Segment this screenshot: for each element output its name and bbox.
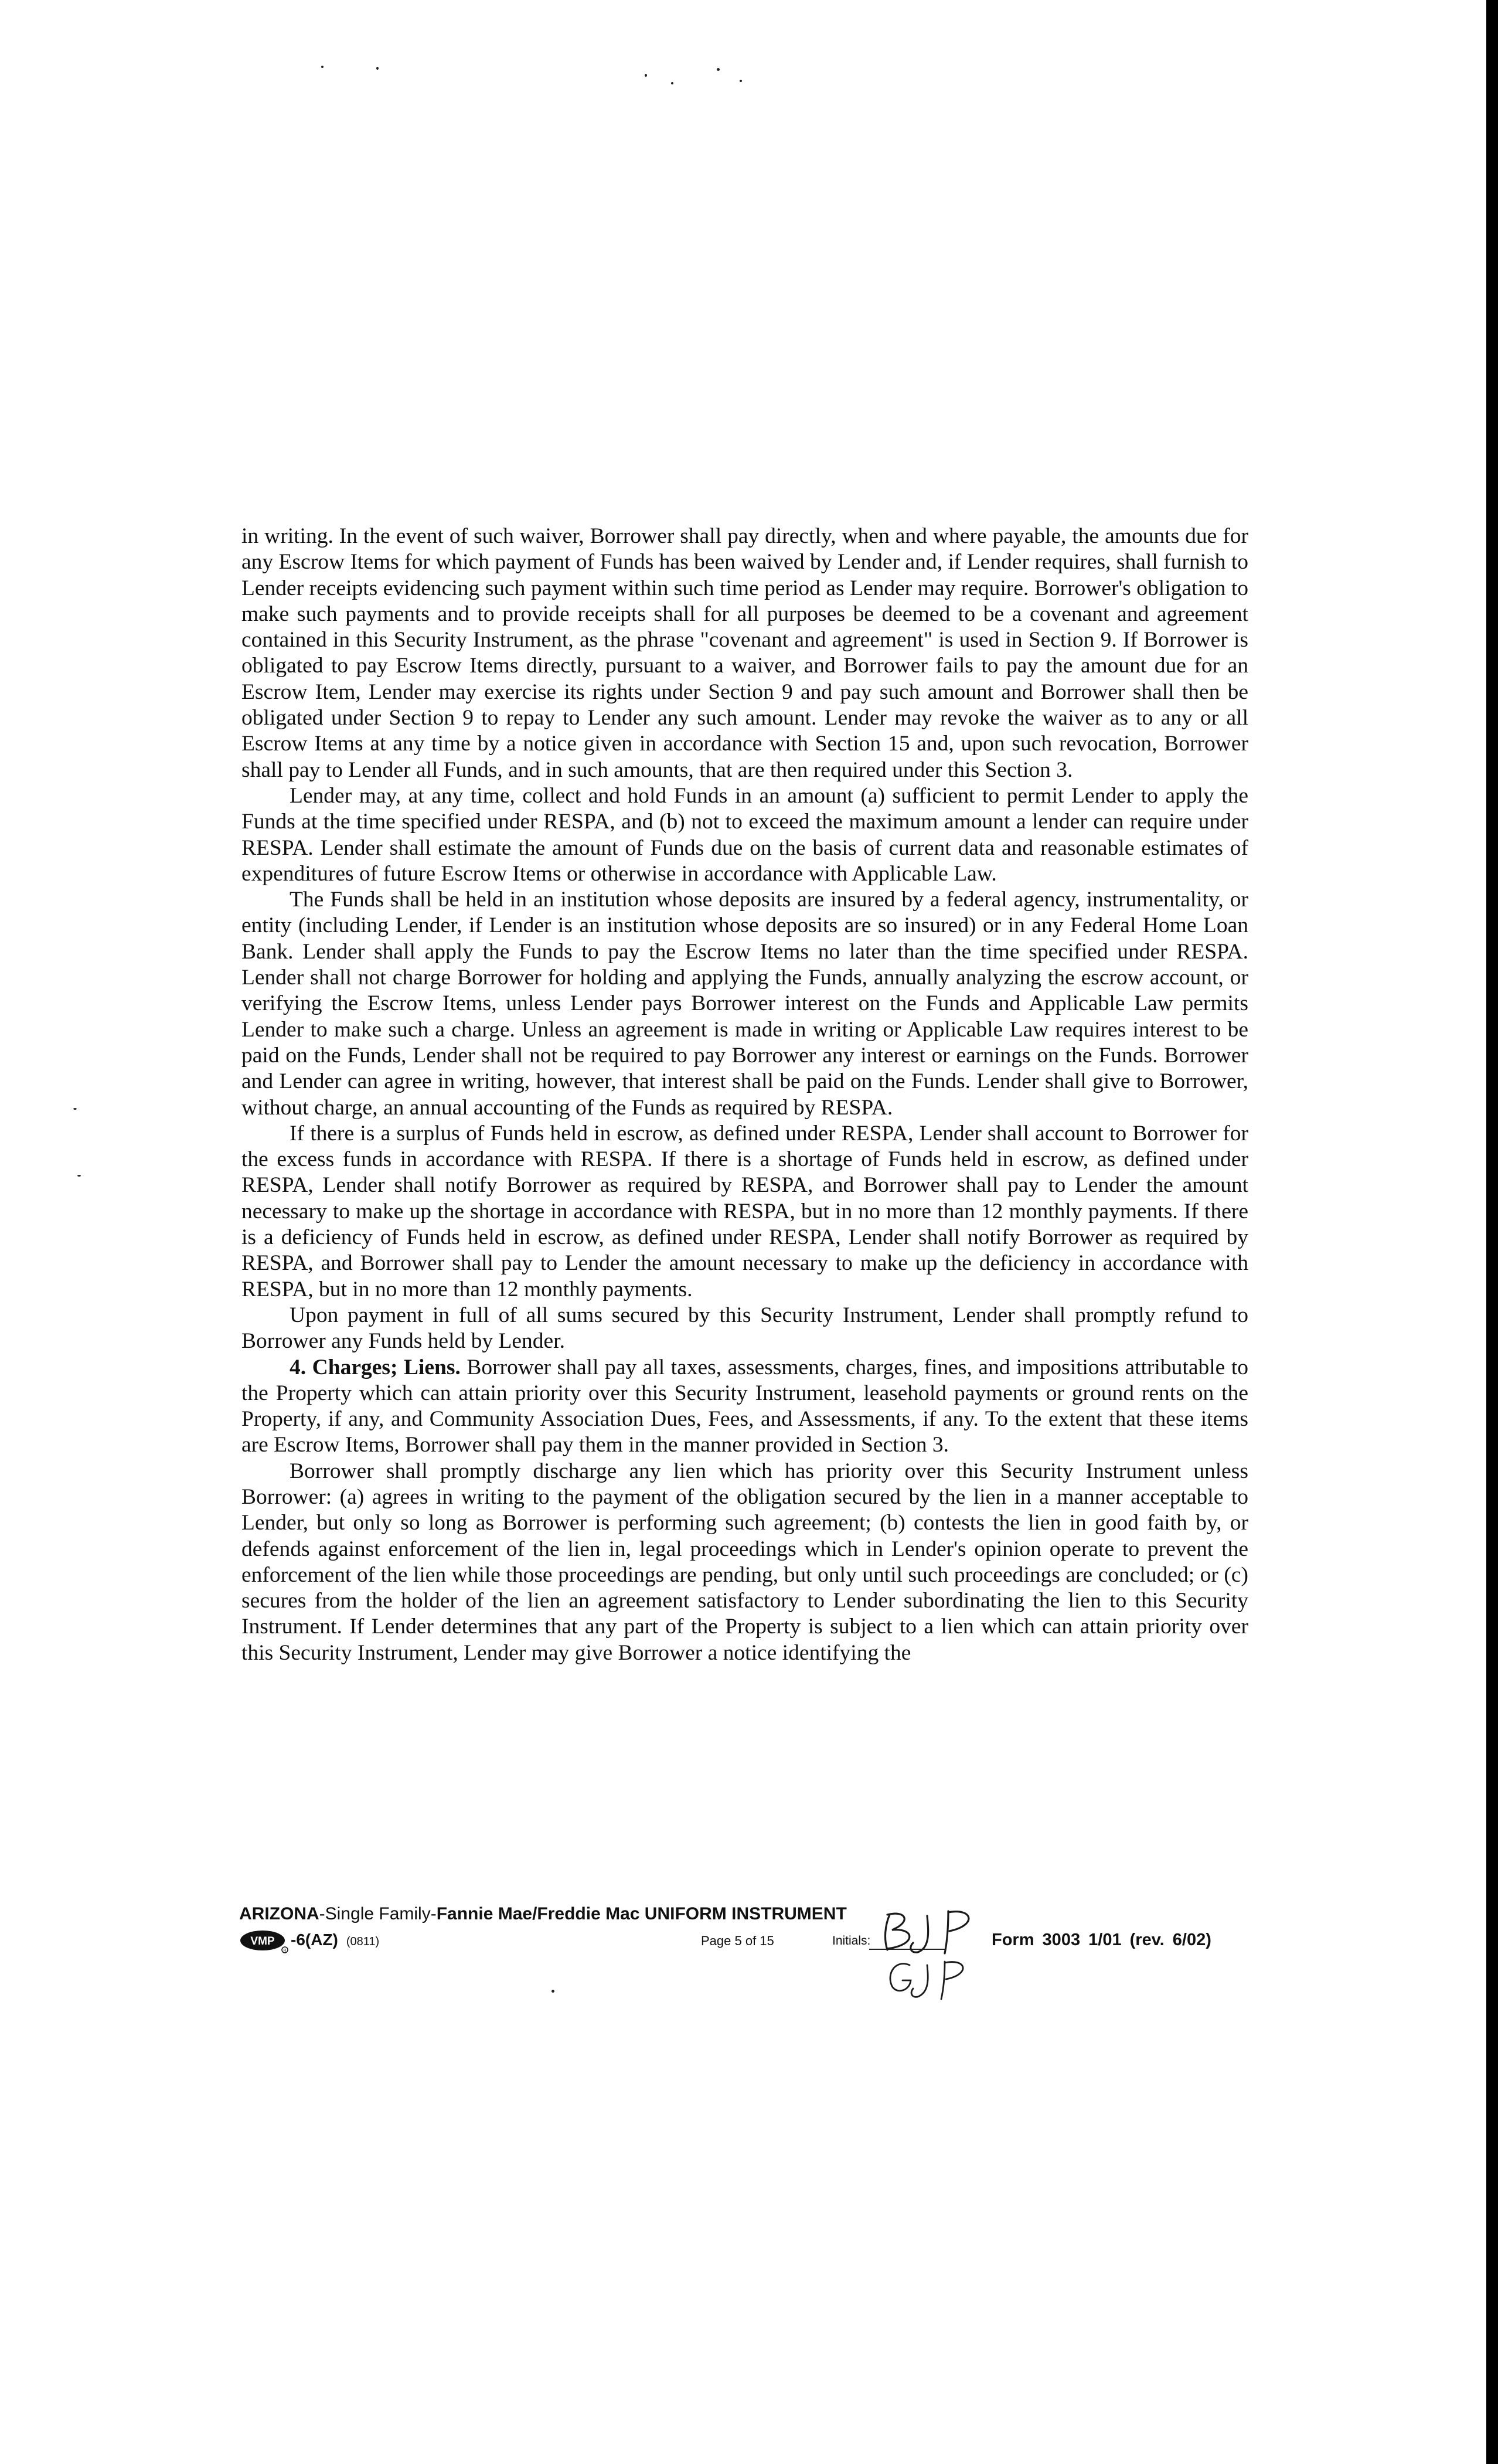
paragraph-lender-collect-funds: Lender may, at any time, collect and hold Funds in an amount (a) sufficient to permit Lender to apply the Funds at the time specified under RESPA, and (b) not to exceed the maximum amount a lender can require under RESPA. Lender shall estimate the amount of Funds due on the basis of current data and reasonable estimates of expenditures of future Escrow Items or otherwise in accordance with Applicable Law. xyxy=(241,783,1248,886)
scan-speck xyxy=(717,68,720,71)
footer-code-small: (0811) xyxy=(346,1935,380,1948)
scan-speck xyxy=(671,82,673,84)
scan-speck xyxy=(740,80,742,82)
handwritten-initials-1 xyxy=(879,1906,985,1955)
vmp-logo-text: VMP xyxy=(250,1935,275,1948)
form-footer xyxy=(239,1904,1247,2010)
footer-form-code xyxy=(291,1931,379,1949)
scan-speck xyxy=(645,74,647,77)
footer-title-plain: -Single Family- xyxy=(319,1904,437,1923)
section-text-charges-liens: Borrower shall pay all taxes, assessments, charges, fines, and impositions attributable to the Property which can attain priority over this Security Instrument, leasehold payments or ground rents on the Property, if any, and Community Association Dues, Fees, and Assessments, if any. To the extent that these items are Escrow Items, Borrower shall pay them in the manner provided in Section 3. xyxy=(241,1355,1248,1457)
paragraph-charges-liens xyxy=(241,1355,1248,1459)
scan-edge-border xyxy=(1486,0,1498,2464)
scan-speck xyxy=(73,1108,77,1110)
footer-code-main: -6(AZ) xyxy=(291,1931,338,1949)
footer-state: ARIZONA xyxy=(239,1904,319,1923)
svg-text:R: R xyxy=(283,1949,287,1953)
footer-form-title xyxy=(239,1904,847,1924)
vmp-logo-icon xyxy=(239,1930,288,1953)
document-body xyxy=(241,524,1248,1666)
scan-speck xyxy=(77,1175,81,1177)
paragraph-funds-held: The Funds shall be held in an institution whose deposits are insured by a federal agency, instrumentality, or entity (including Lender, if Lender is an institution whose deposits are so insured) or in any Federal Home Loan Bank. Lender shall apply the Funds to pay the Escrow Items no later than the time specified under RESPA. Lender shall not charge Borrower for holding and applying the Funds, annually analyzing the escrow account, or verifying the Escrow Items, unless Lender pays Borrower interest on the Funds and Applicable Law permits Lender to make such a charge. Unless an agreement is made in writing or Applicable Law requires interest to be paid on the Funds, Lender shall not be required to pay Borrower any interest or earnings on the Funds. Borrower and Lender can agree in writing, however, that interest shall be paid on the Funds. Lender shall give to Borrower, without charge, an annual accounting of the Funds as required by RESPA. xyxy=(241,888,1248,1120)
footer-page-number: Page 5 of 15 xyxy=(701,1933,774,1948)
scan-speck xyxy=(321,66,324,68)
footer-initials-label: Initials: xyxy=(832,1934,871,1948)
paragraph-escrow-waiver: in writing. In the event of such waiver, Borrower shall pay directly, when and where payable, the amounts due for any Escrow Items for which payment of Funds has been waived by Lender and, if Lender requires, shall furnish to Lender receipts evidencing such payment within such time period as Lender may require. Borrower's obligation to make such payments and to provide receipts shall for all purposes be deemed to be a covenant and agreement contained in this Security Instrument, as the phrase "covenant and agreement" is used in Section 9. If Borrower is obligated to pay Escrow Items directly, pursuant to a waiver, and Borrower fails to pay the amount due for an Escrow Item, Lender may exercise its rights under Section 9 and pay such amount and Borrower shall then be obligated under Section 9 to repay to Lender any such amount. Lender may revoke the waiver as to any or all Escrow Items at any time by a notice given in accordance with Section 15 and, upon such revocation, Borrower shall pay to Lender all Funds, and in such amounts, that are then required under this Section 3. xyxy=(241,524,1248,782)
paragraph-discharge-lien: Borrower shall promptly discharge any lien which has priority over this Security Instrument unless Borrower: (a) agrees in writing to the payment of the obligation secured by the lien in a manner acceptable to Lender, but only so long as Borrower is performing such agreement; (b) contests the lien in good faith by, or defends against enforcement of the lien in, legal proceedings which in Lender's opinion operate to prevent the enforcement of the lien while those proceedings are pending, but only until such proceedings are concluded; or (c) secures from the holder of the lien an agreement satisfactory to Lender subordinating the lien to this Security Instrument. If Lender determines that any part of the Property is subject to a lien which can attain priority over this Security Instrument, Lender may give Borrower a notice identifying the xyxy=(241,1459,1248,1665)
section-heading-charges-liens: 4. Charges; Liens. xyxy=(290,1355,461,1379)
footer-title-bold: Fannie Mae/Freddie Mac UNIFORM INSTRUMENT xyxy=(436,1904,847,1923)
scan-speck xyxy=(376,67,379,70)
handwritten-initials-2 xyxy=(884,1953,972,2001)
paragraph-surplus-shortage: If there is a surplus of Funds held in escrow, as defined under RESPA, Lender shall account to Borrower for the excess funds in accordance with RESPA. If there is a shortage of Funds held in escrow, as defined under RESPA, Lender shall notify Borrower as required by RESPA, and Borrower shall pay to Lender the amount necessary to make up the shortage in accordance with RESPA, but in no more than 12 monthly payments. If there is a deficiency of Funds held in escrow, as defined under RESPA, Lender shall notify Borrower as required by RESPA, and Borrower shall pay to Lender the amount necessary to make up the deficiency in accordance with RESPA, but in no more than 12 monthly payments. xyxy=(241,1121,1248,1301)
footer-form-number: Form 3003 1/01 (rev. 6/02) xyxy=(992,1931,1211,1949)
paragraph-refund: Upon payment in full of all sums secured by this Security Instrument, Lender shall promptly refund to Borrower any Funds held by Lender. xyxy=(241,1303,1248,1354)
